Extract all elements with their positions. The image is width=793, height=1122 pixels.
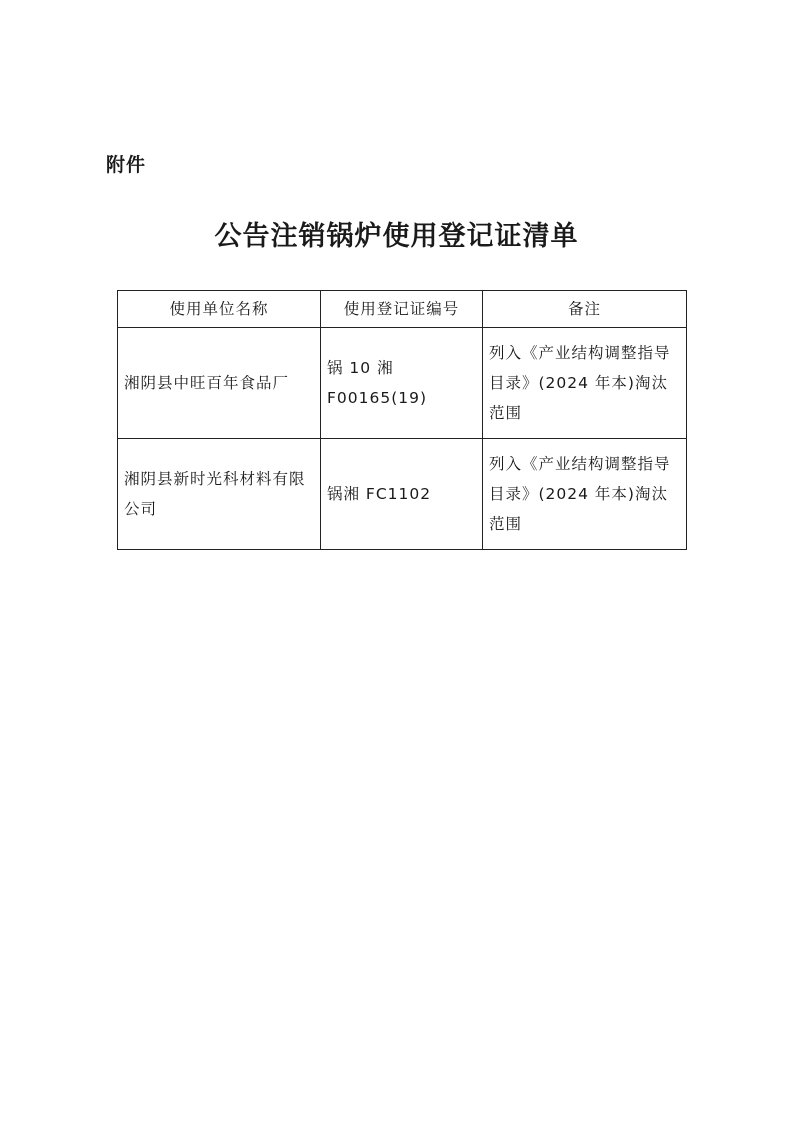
column-header-unit-name: 使用单位名称: [118, 291, 321, 328]
attachment-label: 附件: [106, 154, 147, 176]
cell-cert-number: 锅湘 FC1102: [321, 439, 483, 550]
table-row: [118, 328, 687, 439]
cell-unit-name: 湘阴县中旺百年食品厂: [118, 328, 321, 439]
cell-cert-number: 锅 10 湘 F00165(19): [321, 328, 483, 439]
cell-unit-name: 湘阴县新时光科材料有限公司: [118, 439, 321, 550]
cell-remark: 列入《产业结构调整指导目录》(2024 年本)淘汰范围: [483, 328, 687, 439]
table-header-row: [118, 291, 687, 328]
registry-table: [117, 290, 687, 550]
document-title: 公告注销锅炉使用登记证清单: [214, 221, 579, 252]
column-header-cert-number: 使用登记证编号: [321, 291, 483, 328]
column-header-remark: 备注: [483, 291, 687, 328]
cell-remark: 列入《产业结构调整指导目录》(2024 年本)淘汰范围: [483, 439, 687, 550]
table-row: [118, 439, 687, 550]
